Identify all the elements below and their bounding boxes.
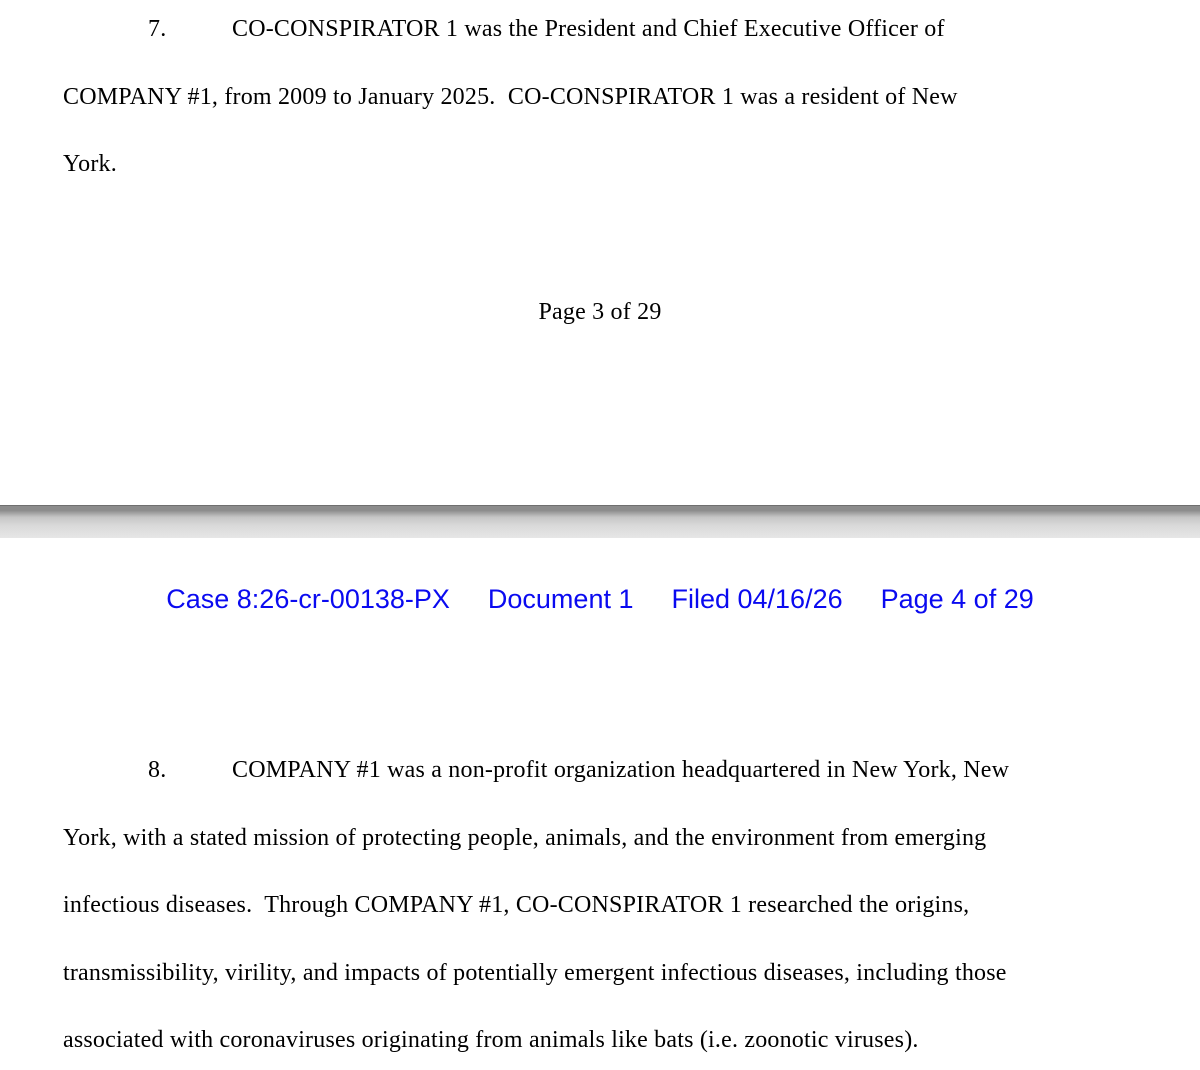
body-line <box>63 0 1163 64</box>
paragraph-number: 8. <box>148 757 167 783</box>
stamp-filed-date: Filed 04/16/26 <box>671 584 843 614</box>
body-line: York. <box>63 151 117 177</box>
stamp-document-label: Document 1 <box>487 584 634 614</box>
body-line: York, with a stated mission of protecting people, animals, and the environment from emerging <box>63 824 987 851</box>
page-number-footer: Page 3 of 29 <box>538 299 662 325</box>
stamp-page-number: Page 4 of 29 <box>880 584 1034 614</box>
body-line: associated with coronaviruses originating from animals like bats (i.e. zoonotic viruses). <box>63 1027 919 1053</box>
paragraph-7 <box>63 0 1163 199</box>
stamp-case-number: Case 8:26-cr-00138-PX <box>166 584 450 614</box>
body-line-text: COMPANY #1 was a non-profit organization headquartered in New York, New <box>232 757 1010 783</box>
body-line-text: CO-CONSPIRATOR 1 was the President and Chief Executive Officer of <box>232 16 945 42</box>
cmecf-stamp <box>0 583 1200 615</box>
body-line: transmissibility, virility, and impacts of potentially emergent infectious diseases, including those <box>63 959 1007 986</box>
body-line: COMPANY #1, from 2009 to January 2025. CO-CONSPIRATOR 1 was a resident of New <box>63 83 958 110</box>
body-line: infectious diseases. Through COMPANY #1, CO-CONSPIRATOR 1 researched the origins, <box>63 892 970 918</box>
paragraph-8 <box>63 737 1163 1070</box>
page-break-separator <box>0 505 1200 538</box>
paragraph-number: 7. <box>148 16 167 42</box>
body-line <box>63 737 1163 805</box>
